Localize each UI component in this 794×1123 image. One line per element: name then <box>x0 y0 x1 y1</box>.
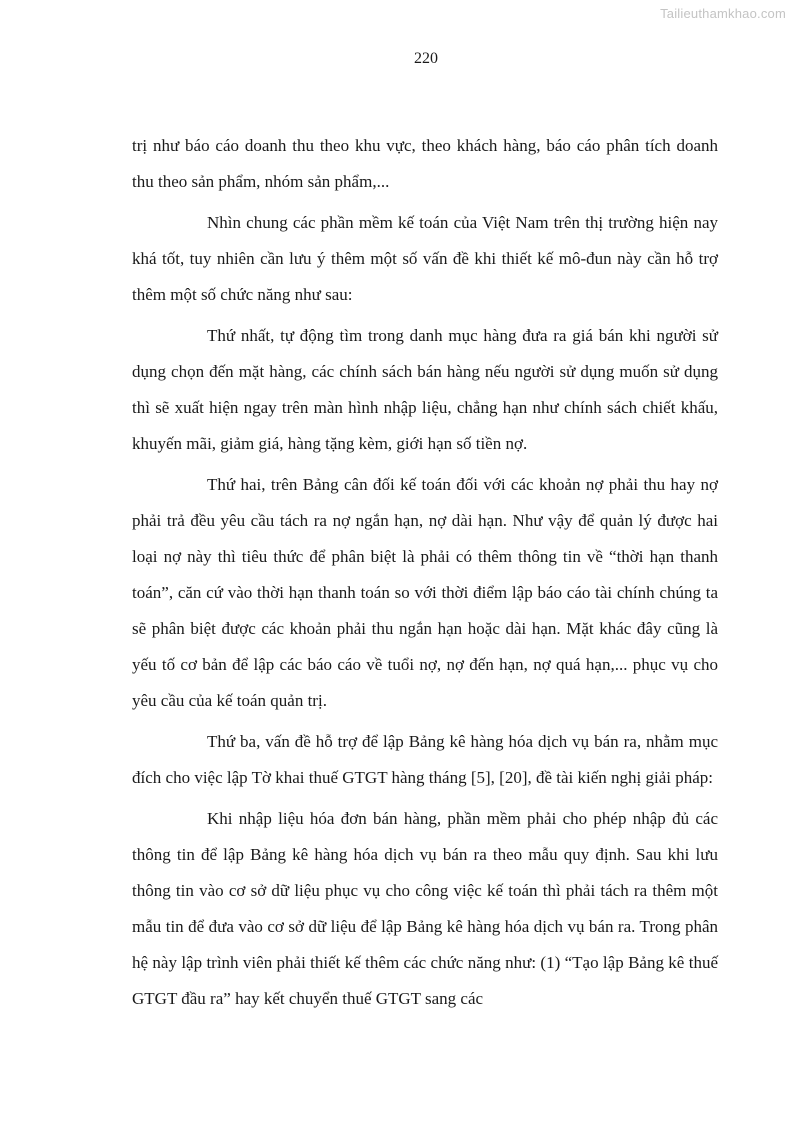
watermark: Tailieuthamkhao.com <box>660 6 786 21</box>
paragraph-solution: Khi nhập liệu hóa đơn bán hàng, phần mềm phải cho phép nhập đủ các thông tin để lập Bảng kê hàng hóa dịch vụ bán ra theo mẫu quy định. Sau khi lưu thông tin vào cơ sở dữ liệu phục vụ cho công việc kế toán thì phải tách ra thêm một mẫu tin để đưa vào cơ sở dữ liệu để lập Bảng kê hàng hóa dịch vụ bán ra. Trong phân hệ này lập trình viên phải thiết kế thêm các chức năng như: (1) “Tạo lập Bảng kê thuế GTGT đầu ra” hay kết chuyển thuế GTGT sang các <box>132 809 718 1008</box>
paragraph-overview: Nhìn chung các phần mềm kế toán của Việt Nam trên thị trường hiện nay khá tốt, tuy nhiên cần lưu ý thêm một số vấn đề khi thiết kế mô-đun này cần hỗ trợ thêm một số chức năng như sau: <box>132 213 718 304</box>
paragraph-first-point: Thứ nhất, tự động tìm trong danh mục hàng đưa ra giá bán khi người sử dụng chọn đến mặt hàng, các chính sách bán hàng nếu người sử dụng muốn sử dụng thì sẽ xuất hiện ngay trên màn hình nhập liệu, chẳng hạn như chính sách chiết khấu, khuyến mãi, giảm giá, hàng tặng kèm, giới hạn số tiền nợ. <box>132 326 718 453</box>
document-body <box>132 128 718 1022</box>
page-number: 220 <box>414 50 438 67</box>
paragraph-third-point: Thứ ba, vấn đề hỗ trợ để lập Bảng kê hàng hóa dịch vụ bán ra, nhằm mục đích cho việc lập Tờ khai thuế GTGT hàng tháng [5], [20], đề tài kiến nghị giải pháp: <box>132 732 718 787</box>
paragraph-continuation: trị như báo cáo doanh thu theo khu vực, theo khách hàng, báo cáo phân tích doanh thu theo sản phẩm, nhóm sản phẩm,... <box>132 136 718 191</box>
paragraph-second-point: Thứ hai, trên Bảng cân đối kế toán đối với các khoản nợ phải thu hay nợ phải trả đều yêu cầu tách ra nợ ngắn hạn, nợ dài hạn. Như vậy để quản lý được hai loại nợ này thì tiêu thức để phân biệt là phải có thêm thông tin về “thời hạn thanh toán”, căn cứ vào thời hạn thanh toán so với thời điểm lập báo cáo tài chính chúng ta sẽ phân biệt được các khoản phải thu ngắn hạn hoặc dài hạn. Mặt khác đây cũng là yếu tố cơ bản để lập các báo cáo về tuổi nợ, nợ đến hạn, nợ quá hạn,... phục vụ cho yêu cầu của kế toán quản trị. <box>132 475 718 710</box>
